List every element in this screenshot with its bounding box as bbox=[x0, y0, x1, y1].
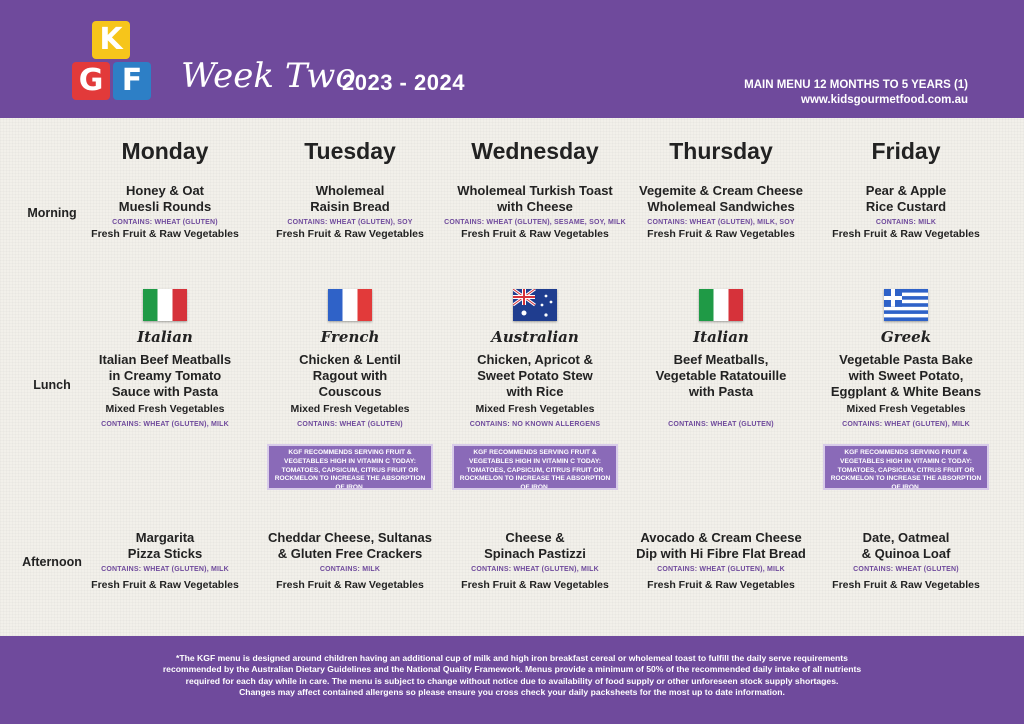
morning-cell-tuesday bbox=[255, 183, 445, 241]
allergen-info: CONTAINS: WHEAT (GLUTEN), MILK bbox=[101, 566, 229, 573]
day-header-tuesday: Tuesday bbox=[304, 138, 396, 164]
cuisine-label: Italian bbox=[137, 328, 193, 346]
allergen-info: CONTAINS: WHEAT (GLUTEN) bbox=[112, 219, 218, 226]
cuisine-badge-monday bbox=[70, 289, 260, 346]
meal-name: Avocado & Cream Cheese bbox=[640, 530, 802, 545]
side-item: Mixed Fresh Vegetables bbox=[846, 403, 966, 415]
afternoon-cell-monday bbox=[70, 530, 260, 592]
disclaimer-line: Changes may affect contained allergens so please ensure you cross check your daily packsheets for the most up to date information. bbox=[239, 687, 785, 698]
meal-name: with Sweet Potato, bbox=[848, 368, 964, 383]
day-header-monday: Monday bbox=[121, 138, 209, 164]
allergen-info: CONTAINS: WHEAT (GLUTEN), SOY bbox=[287, 219, 413, 226]
allergen-info: CONTAINS: WHEAT (GLUTEN), MILK bbox=[101, 421, 229, 428]
meal-name: Margarita bbox=[135, 530, 195, 545]
lunch-cell-thursday bbox=[626, 352, 816, 430]
meal-name: Vegetable Ratatouille bbox=[655, 368, 787, 383]
side-item: Fresh Fruit & Raw Vegetables bbox=[91, 228, 239, 240]
vitamin-c-note: KGF RECOMMENDS SERVING FRUIT & VEGETABLES HIGH IN VITAMIN C TODAY: TOMATOES, CAPSICUM, CITRUS FRUIT OR ROCKMELON TO INCREASE THE ABSORPTION OF IRON. bbox=[269, 446, 431, 488]
disclaimer-line: *The KGF menu is designed around children having an additional cup of milk and high iron breakfast cereal or wholemeal toast to fulfill the daily serve requirements bbox=[176, 653, 848, 663]
cuisine-badge-friday bbox=[811, 289, 1001, 346]
afternoon-cell-tuesday bbox=[255, 530, 445, 592]
allergen-info: CONTAINS: WHEAT (GLUTEN), MILK bbox=[471, 566, 599, 573]
lunch-cell-tuesday bbox=[255, 352, 445, 430]
afternoon-cell-wednesday bbox=[440, 530, 630, 592]
lunch-cell-monday bbox=[70, 352, 260, 430]
allergen-info: CONTAINS: MILK bbox=[319, 566, 381, 573]
allergen-info: CONTAINS: WHEAT (GLUTEN) bbox=[853, 566, 959, 573]
italy-flag-icon bbox=[699, 289, 743, 321]
vitamin-c-note: KGF RECOMMENDS SERVING FRUIT & VEGETABLES HIGH IN VITAMIN C TODAY: TOMATOES, CAPSICUM, CITRUS FRUIT OR ROCKMELON TO INCREASE THE ABSORPTION OF IRON. bbox=[825, 446, 987, 488]
menu-name: MAIN MENU 12 MONTHS TO 5 YEARS (1) bbox=[744, 79, 968, 91]
meal-name: Date, Oatmeal bbox=[862, 530, 950, 545]
side-item: Fresh Fruit & Raw Vegetables bbox=[91, 579, 239, 591]
meal-name: Rice Custard bbox=[865, 199, 947, 214]
meal-name: Ragout with bbox=[312, 368, 388, 383]
meal-name: with Rice bbox=[506, 384, 564, 399]
meal-name: Beef Meatballs, bbox=[673, 352, 769, 367]
cuisine-label: Greek bbox=[880, 328, 932, 346]
meal-name: Cheddar Cheese, Sultanas bbox=[268, 530, 432, 545]
meal-name: Sauce with Pasta bbox=[111, 384, 219, 399]
side-item: Fresh Fruit & Raw Vegetables bbox=[832, 228, 980, 240]
meal-name: Wholemeal Sandwiches bbox=[647, 199, 795, 214]
period-label-lunch: Lunch bbox=[33, 378, 71, 392]
logo-block-f: F bbox=[113, 62, 151, 100]
meal-name: in Creamy Tomato bbox=[108, 368, 222, 383]
side-item: Fresh Fruit & Raw Vegetables bbox=[461, 228, 609, 240]
meal-name: Muesli Rounds bbox=[118, 199, 212, 214]
disclaimer-line: recommended by the Australian Dietary Guidelines and the National Quality Framework. Menus provide a minimum of 50% of the recommended daily intake of all nutrients bbox=[162, 664, 862, 675]
cuisine-label: French bbox=[320, 328, 380, 346]
side-item: Fresh Fruit & Raw Vegetables bbox=[647, 579, 795, 591]
cuisine-badge-tuesday bbox=[255, 289, 445, 346]
side-item: Fresh Fruit & Raw Vegetables bbox=[461, 579, 609, 591]
meal-name: Vegetable Pasta Bake bbox=[839, 352, 973, 367]
side-item: Fresh Fruit & Raw Vegetables bbox=[832, 579, 980, 591]
greece-flag-icon bbox=[884, 289, 928, 321]
day-header-wednesday: Wednesday bbox=[471, 138, 599, 164]
cuisine-label: Australian bbox=[491, 328, 579, 346]
meal-name: Vegemite & Cream Cheese bbox=[638, 183, 804, 198]
meal-name: Honey & Oat bbox=[125, 183, 204, 198]
day-header-thursday: Thursday bbox=[669, 138, 773, 164]
meal-name: & Quinoa Loaf bbox=[861, 546, 951, 561]
meal-name: Raisin Bread bbox=[310, 199, 390, 214]
allergen-info: CONTAINS: WHEAT (GLUTEN), MILK bbox=[657, 566, 785, 573]
lunch-cell-friday bbox=[811, 352, 1001, 430]
morning-cell-monday bbox=[70, 183, 260, 241]
cuisine-label: Italian bbox=[693, 328, 749, 346]
meal-name: Dip with Hi Fibre Flat Bread bbox=[636, 546, 806, 561]
menu-year: 2023 - 2024 bbox=[342, 70, 465, 95]
allergen-info: CONTAINS: WHEAT (GLUTEN) bbox=[668, 421, 774, 428]
side-item: Mixed Fresh Vegetables bbox=[105, 403, 225, 415]
australia-flag-icon bbox=[513, 289, 557, 321]
website-link[interactable]: www.kidsgourmetfood.com.au bbox=[801, 94, 968, 106]
week-title: Week Two bbox=[181, 56, 356, 96]
meal-name: Italian Beef Meatballs bbox=[98, 352, 232, 367]
lunch-cell-wednesday bbox=[440, 352, 630, 430]
period-label-afternoon: Afternoon bbox=[22, 555, 82, 569]
meal-name: Sweet Potato Stew bbox=[477, 368, 593, 383]
meal-name: Pizza Sticks bbox=[127, 546, 203, 561]
meal-name: Chicken, Apricot & bbox=[477, 352, 593, 367]
side-item: Fresh Fruit & Raw Vegetables bbox=[276, 579, 424, 591]
allergen-info: CONTAINS: MILK bbox=[875, 219, 937, 226]
meal-name: Spinach Pastizzi bbox=[484, 546, 586, 561]
meal-name: Chicken & Lentil bbox=[299, 352, 401, 367]
side-item: Mixed Fresh Vegetables bbox=[475, 403, 595, 415]
meal-name: Wholemeal Turkish Toast bbox=[457, 183, 613, 198]
allergen-info: CONTAINS: WHEAT (GLUTEN), MILK bbox=[842, 421, 970, 428]
morning-cell-wednesday bbox=[440, 183, 630, 241]
afternoon-cell-thursday bbox=[626, 530, 816, 592]
header-bar bbox=[0, 0, 1024, 118]
logo-block-g: G bbox=[72, 62, 110, 100]
menu-info bbox=[744, 78, 968, 108]
morning-cell-friday bbox=[811, 183, 1001, 241]
cuisine-badge-thursday bbox=[626, 289, 816, 346]
day-header-friday: Friday bbox=[871, 138, 941, 164]
side-item: Fresh Fruit & Raw Vegetables bbox=[276, 228, 424, 240]
period-label-morning: Morning bbox=[27, 206, 77, 220]
meal-name: & Gluten Free Crackers bbox=[277, 546, 423, 561]
meal-name: with Pasta bbox=[688, 384, 754, 399]
meal-name: Couscous bbox=[318, 384, 382, 399]
afternoon-cell-friday bbox=[811, 530, 1001, 592]
france-flag-icon bbox=[328, 289, 372, 321]
italy-flag-icon bbox=[143, 289, 187, 321]
vitamin-c-note: KGF RECOMMENDS SERVING FRUIT & VEGETABLES HIGH IN VITAMIN C TODAY: TOMATOES, CAPSICUM, CITRUS FRUIT OR ROCKMELON TO INCREASE THE ABSORPTION OF IRON. bbox=[454, 446, 616, 488]
meal-name: Eggplant & White Beans bbox=[830, 384, 982, 399]
morning-cell-thursday bbox=[626, 183, 816, 241]
footer-disclaimer bbox=[0, 636, 1024, 724]
disclaimer-line: required for each day while in care. The menu is subject to change without notice due to availability of food supply or other unforeseen stock supply shortages. bbox=[185, 675, 839, 686]
meal-name: with Cheese bbox=[497, 199, 573, 214]
allergen-info: CONTAINS: WHEAT (GLUTEN), SESAME, SOY, MILK bbox=[444, 219, 626, 226]
logo-block-k: K bbox=[92, 21, 130, 59]
side-item: Fresh Fruit & Raw Vegetables bbox=[647, 228, 795, 240]
meal-name: Wholemeal bbox=[315, 183, 385, 198]
allergen-info: CONTAINS: NO KNOWN ALLERGENS bbox=[469, 421, 601, 428]
allergen-info: CONTAINS: WHEAT (GLUTEN) bbox=[297, 421, 403, 428]
meal-name: Cheese & bbox=[505, 530, 565, 545]
cuisine-badge-wednesday bbox=[440, 289, 630, 346]
allergen-info: CONTAINS: WHEAT (GLUTEN), MILK, SOY bbox=[647, 219, 795, 226]
side-item: Mixed Fresh Vegetables bbox=[290, 403, 410, 415]
meal-name: Pear & Apple bbox=[865, 183, 947, 198]
